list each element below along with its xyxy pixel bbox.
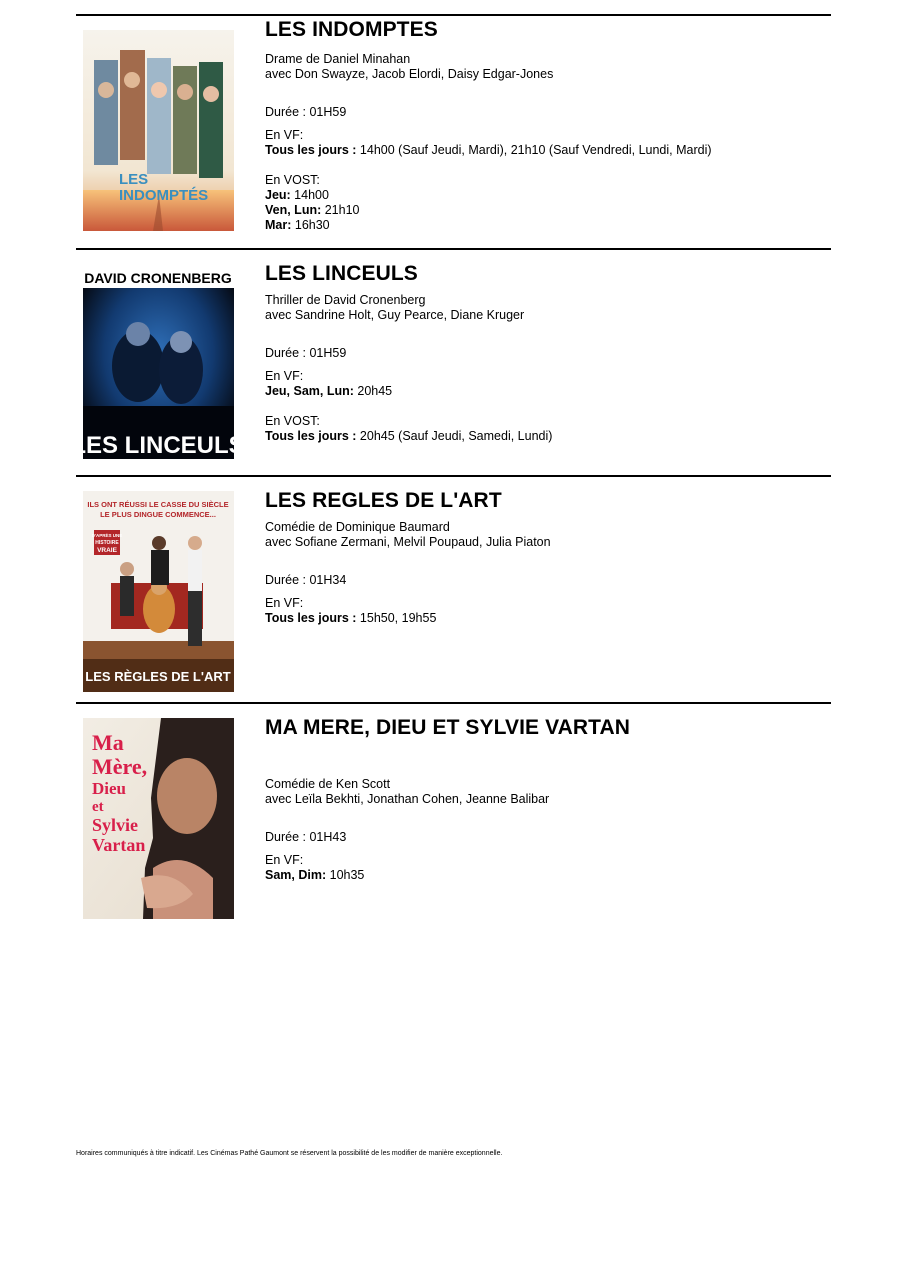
- vost-label: En VOST:: [265, 173, 320, 187]
- poster-badge-2: HISTOIRE: [95, 540, 119, 546]
- film-genre: Drame de Daniel Minahan: [265, 52, 411, 66]
- showtime-times: 15h50, 19h55: [356, 611, 437, 625]
- showtime-times: 10h35: [326, 868, 365, 882]
- movie-poster[interactable]: [83, 30, 234, 231]
- film-title: LES REGLES DE L'ART: [265, 489, 502, 512]
- poster-image: [83, 30, 234, 231]
- film-duration: Durée : 01H59: [265, 105, 347, 119]
- film-entry-les-linceuls: [71, 248, 831, 477]
- poster-title-line-2: INDOMPTÉS: [119, 187, 209, 204]
- film-title: LES INDOMPTES: [265, 18, 438, 41]
- showtime-row: [265, 868, 364, 883]
- showtime-times: 20h45: [353, 384, 393, 398]
- poster-title-line-1: LES: [119, 171, 149, 188]
- film-cast: avec Sandrine Holt, Guy Pearce, Diane Kruger: [265, 308, 525, 322]
- showtime-days: Tous les jours :: [265, 143, 357, 157]
- film-genre: Comédie de Ken Scott: [265, 777, 391, 791]
- showtime-days: Tous les jours :: [265, 429, 357, 443]
- showtime-times: 16h30: [291, 218, 330, 232]
- showtime-days: Jeu:: [265, 188, 291, 202]
- showtime-days: Ven, Lun:: [265, 203, 322, 217]
- film-entry-les-indomptes: [76, 14, 831, 250]
- poster-title-3: Dieu: [92, 779, 126, 798]
- film-title: LES LINCEULS: [265, 262, 418, 285]
- film-duration: Durée : 01H34: [265, 573, 347, 587]
- showtime-days: Sam, Dim:: [265, 868, 327, 882]
- poster-image: [83, 491, 234, 692]
- movie-poster[interactable]: [83, 491, 234, 692]
- poster-title: LES LINCEULS: [71, 432, 245, 459]
- poster-title-4: et: [92, 799, 104, 815]
- poster-title-6: Vartan: [92, 835, 146, 855]
- poster-tagline-2: LE PLUS DINGUE COMMENCE...: [100, 510, 216, 519]
- showtime-row: [265, 218, 330, 233]
- disclaimer-footnote: Horaires communiqués à titre indicatif. Les Cinémas Pathé Gaumont se réservent la possibilité de les modifier de manière exceptionnelle.: [76, 1150, 503, 1157]
- movie-poster[interactable]: [83, 718, 234, 919]
- film-cast: avec Leïla Bekhti, Jonathan Cohen, Jeanne Balibar: [265, 792, 550, 806]
- showtime-row: [265, 143, 712, 158]
- showtime-row: [265, 384, 392, 399]
- poster-image: [83, 718, 234, 919]
- film-genre: Comédie de Dominique Baumard: [265, 520, 450, 534]
- poster-tagline-1: ILS ONT RÉUSSI LE CASSE DU SIÈCLE: [87, 500, 229, 509]
- vf-label: En VF:: [265, 369, 304, 383]
- showtime-times: 20h45 (Sauf Jeudi, Samedi, Lundi): [356, 429, 553, 443]
- vf-label: En VF:: [265, 853, 304, 867]
- film-genre: Thriller de David Cronenberg: [265, 293, 426, 307]
- showtime-row: [265, 203, 359, 218]
- poster-title: LES RÈGLES DE L'ART: [85, 669, 231, 684]
- film-duration: Durée : 01H43: [265, 830, 347, 844]
- movie-poster[interactable]: [71, 266, 245, 459]
- film-title: MA MERE, DIEU ET SYLVIE VARTAN: [265, 716, 631, 739]
- showtime-row: [265, 188, 329, 203]
- showtime-row: [265, 429, 552, 444]
- film-cast: avec Don Swayze, Jacob Elordi, Daisy Edgar-Jones: [265, 67, 554, 81]
- poster-image: [71, 266, 245, 459]
- vf-label: En VF:: [265, 128, 304, 142]
- film-entry-ma-mere-dieu-et-sylvie-vartan: [76, 702, 831, 924]
- vost-label: En VOST:: [265, 414, 320, 428]
- showtime-days: Mar:: [265, 218, 292, 232]
- showtime-row: [265, 611, 436, 626]
- vf-label: En VF:: [265, 596, 304, 610]
- showtime-days: Jeu, Sam, Lun:: [265, 384, 354, 398]
- poster-title-2: Mère,: [92, 754, 148, 779]
- film-entry-les-regles-de-l-art: [76, 475, 831, 704]
- film-duration: Durée : 01H59: [265, 346, 347, 360]
- showtime-times: 14h00 (Sauf Jeudi, Mardi), 21h10 (Sauf Vendredi, Lundi, Mardi): [356, 143, 712, 157]
- poster-badge-3: VRAIE: [97, 547, 117, 554]
- poster-badge-1: D'APRÈS UNE: [91, 533, 123, 538]
- showtime-days: Tous les jours :: [265, 611, 357, 625]
- showtime-times: 14h00: [290, 188, 329, 202]
- film-cast: avec Sofiane Zermani, Melvil Poupaud, Julia Piaton: [265, 535, 551, 549]
- showtime-times: 21h10: [321, 203, 360, 217]
- poster-title-1: Ma: [92, 730, 124, 755]
- poster-title-5: Sylvie: [92, 815, 139, 835]
- poster-director: DAVID CRONENBERG: [84, 270, 232, 286]
